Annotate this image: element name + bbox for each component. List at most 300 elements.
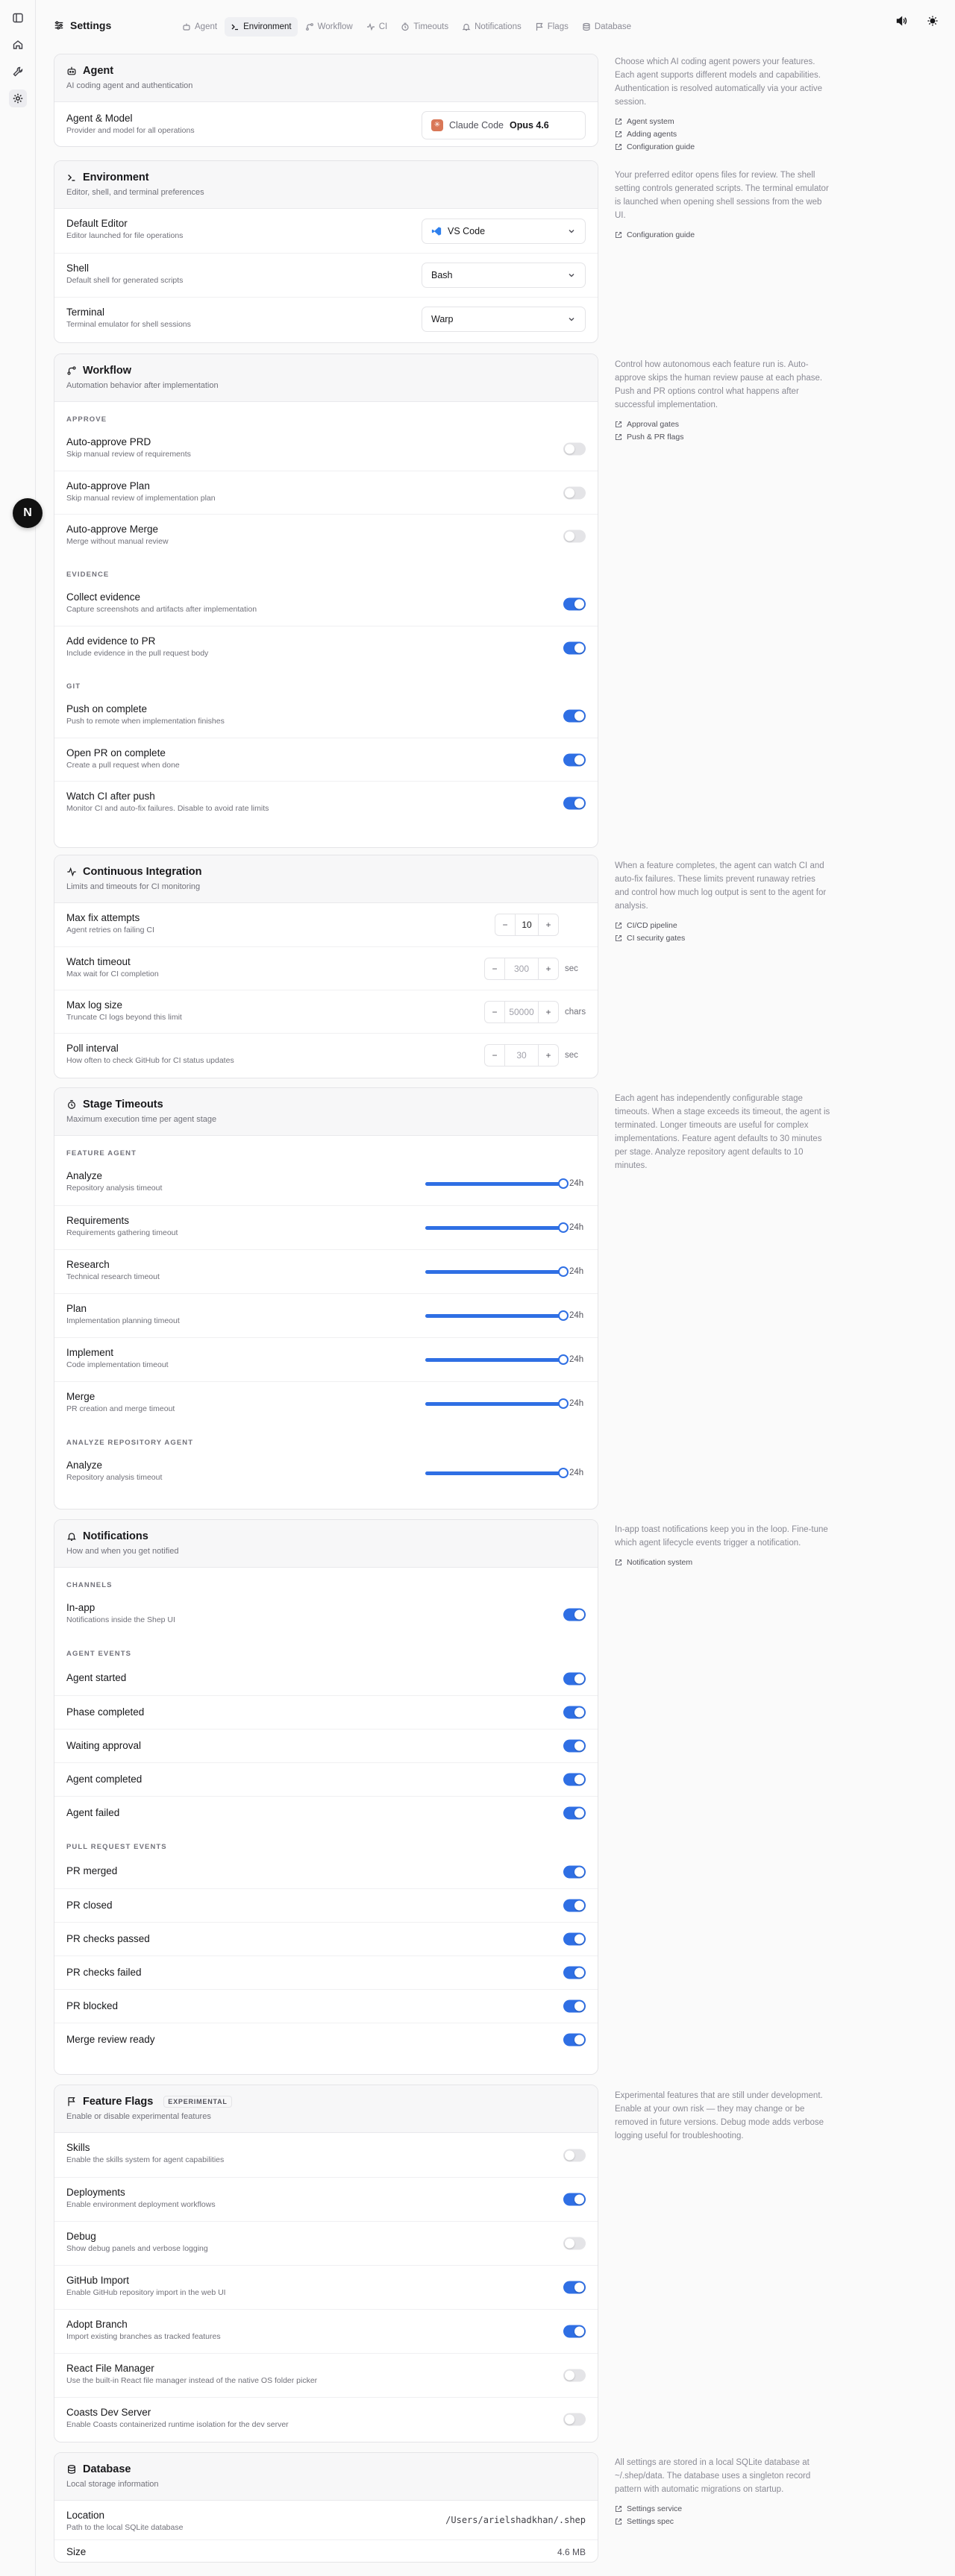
- decrement-button[interactable]: −: [502, 920, 508, 930]
- doc-link[interactable]: [615, 2515, 831, 2528]
- wrench-icon[interactable]: [9, 63, 27, 81]
- environment-header: [54, 161, 598, 209]
- top-actions: [895, 15, 939, 27]
- doc-link[interactable]: [615, 115, 831, 128]
- theme-sun-icon[interactable]: [927, 15, 939, 27]
- section-title: Feature Flags: [83, 2096, 154, 2108]
- auto-approve-prd-row: [54, 427, 598, 471]
- row-desc: Terminal emulator for shell sessions: [66, 320, 191, 329]
- row-desc: Editor launched for file operations: [66, 231, 184, 240]
- tab-workflow[interactable]: [299, 17, 359, 37]
- section-title: Workflow: [83, 365, 131, 377]
- doc-links: [615, 1556, 831, 1568]
- select-value: Bash: [431, 270, 453, 280]
- vscode-icon: [431, 226, 442, 236]
- row-desc: Push to remote when implementation finishes: [66, 717, 225, 726]
- database-section: [54, 2452, 598, 2563]
- row-label: Phase completed: [66, 1706, 145, 1718]
- note-text: Each agent has independently configurable stage timeouts. When a stage exceeds its timeout, the agent is terminated. Longer timeouts are useful for complex implementations. Feature agent defaults to 30 minutes per stage. Analyze repository agent defaults to 10 minutes.: [615, 1094, 830, 1170]
- row-label: Location: [66, 2510, 105, 2521]
- tab-timeouts[interactable]: [395, 17, 454, 37]
- agent-model-picker[interactable]: [422, 111, 586, 139]
- doc-links: [615, 919, 831, 944]
- note-text: Control how autonomous each feature run is. Auto-approve skips the human review pause at each phase. Push and PR options control what happens after successful implementation.: [615, 360, 823, 409]
- activity-icon: [66, 867, 77, 877]
- database-size-row: [54, 2539, 598, 2563]
- left-rail: [0, 0, 36, 2576]
- doc-link[interactable]: [615, 932, 831, 944]
- database-path: /Users/arielshadkhan/.shep: [445, 2515, 586, 2525]
- settings-gear-icon[interactable]: [9, 89, 27, 107]
- row-label: Push on complete: [66, 703, 148, 714]
- row-label: Merge: [66, 1391, 96, 1402]
- row-desc: Max wait for CI completion: [66, 970, 159, 978]
- implement-timeout-slider[interactable]: [425, 1354, 563, 1365]
- agent-header: [54, 54, 598, 102]
- row-label: Debug: [66, 2231, 96, 2242]
- agent-completed-row: [54, 1762, 598, 1796]
- group-label: APPROVE: [66, 415, 107, 424]
- doc-link-label: Agent system: [627, 116, 674, 126]
- row-label: Analyze: [66, 1460, 103, 1471]
- row-label: Auto-approve Merge: [66, 524, 159, 535]
- push-on-complete-row: [54, 694, 598, 738]
- external-link-icon: [615, 231, 622, 239]
- row-label: Poll interval: [66, 1043, 119, 1054]
- decrement-button[interactable]: −: [492, 963, 498, 974]
- agent-vendor: Claude Code: [449, 119, 504, 131]
- section-title: Environment: [83, 172, 149, 183]
- doc-link[interactable]: [615, 430, 831, 443]
- row-label: GitHub Import: [66, 2275, 130, 2286]
- row-label: In-app: [66, 1602, 96, 1613]
- doc-link-label: Configuration guide: [627, 230, 695, 239]
- row-label: Research: [66, 1259, 110, 1270]
- auto-approve-plan-row: [54, 471, 598, 514]
- row-desc: Agent retries on failing CI: [66, 926, 154, 934]
- deployments-toggle[interactable]: [563, 2193, 586, 2206]
- max-log-size-row: [54, 990, 598, 1033]
- agent-model-row: [54, 102, 598, 147]
- doc-link[interactable]: [615, 1556, 831, 1568]
- environment-rows: [54, 209, 598, 341]
- watch-timeout-stepper[interactable]: [484, 958, 559, 980]
- row-desc: Enable the skills system for agent capabilities: [66, 2155, 225, 2164]
- pr-checks-failed-toggle[interactable]: [563, 1967, 586, 1979]
- note-text: Choose which AI coding agent powers your features. Each agent supports different models and capabilities. Authentication is resolved automatically via your active session.: [615, 57, 823, 107]
- tab-agent[interactable]: [176, 17, 223, 37]
- doc-link[interactable]: [615, 128, 831, 140]
- workflow-header: [54, 354, 598, 402]
- poll-interval-stepper[interactable]: [484, 1044, 559, 1066]
- auto-approve-merge-row: [54, 514, 598, 557]
- doc-link[interactable]: [615, 418, 831, 430]
- tab-ci[interactable]: [360, 17, 394, 37]
- research-timeout-slider[interactable]: [425, 1266, 563, 1277]
- agent-note: [615, 55, 831, 153]
- agent-completed-toggle[interactable]: [563, 1774, 586, 1786]
- tab-label: Database: [594, 22, 632, 31]
- row-desc: How often to check GitHub for CI status updates: [66, 1056, 234, 1065]
- collect-evidence-row: [54, 582, 598, 626]
- increment-button[interactable]: +: [545, 963, 551, 974]
- row-label: React File Manager: [66, 2363, 154, 2374]
- bell-icon: [66, 1531, 77, 1542]
- implement-timeout-row: [54, 1337, 598, 1381]
- decrement-button[interactable]: −: [492, 1049, 498, 1061]
- terminal-icon: [66, 172, 77, 183]
- flags-note: [615, 2089, 831, 2143]
- external-link-icon: [615, 118, 622, 125]
- section-subtitle: AI coding agent and authentication: [66, 81, 193, 90]
- row-label: Agent & Model: [66, 113, 133, 124]
- sidebar-toggle-icon[interactable]: [9, 9, 27, 27]
- flag-icon: [535, 22, 544, 31]
- database-icon: [66, 2464, 77, 2475]
- doc-links: [615, 228, 831, 241]
- agent-model: Opus 4.6: [509, 119, 549, 131]
- tab-label: Workflow: [317, 22, 353, 31]
- decrement-button[interactable]: −: [492, 1006, 498, 1017]
- group-label: EVIDENCE: [66, 571, 110, 579]
- row-label: Shell: [66, 263, 90, 274]
- collect-evidence-toggle[interactable]: [563, 598, 586, 611]
- section-title: Continuous Integration: [83, 866, 202, 878]
- select-value: VS Code: [448, 225, 486, 236]
- section-subtitle: How and when you get notified: [66, 1547, 179, 1556]
- agent-started-toggle[interactable]: [563, 1672, 586, 1685]
- row-label: PR merged: [66, 1865, 118, 1876]
- pr-blocked-row: [54, 1989, 598, 2023]
- group-label: PULL REQUEST EVENTS: [66, 1843, 167, 1851]
- row-label: PR blocked: [66, 2000, 119, 2011]
- timeout-value: 24h: [569, 1399, 584, 1408]
- research-timeout-row: [54, 1249, 598, 1293]
- waiting-approval-toggle[interactable]: [563, 1740, 586, 1753]
- bell-icon: [462, 22, 471, 31]
- external-link-icon: [615, 934, 622, 942]
- tab-notifications[interactable]: [456, 17, 527, 37]
- row-label: Max log size: [66, 999, 123, 1011]
- row-desc: Monitor CI and auto-fix failures. Disable to avoid rate limits: [66, 804, 269, 813]
- row-desc: PR creation and merge timeout: [66, 1404, 175, 1413]
- section-subtitle: Maximum execution time per agent stage: [66, 1115, 217, 1124]
- row-label: Default Editor: [66, 218, 128, 229]
- home-icon[interactable]: [9, 36, 27, 54]
- doc-links: [615, 115, 831, 153]
- shell-row: [54, 253, 598, 297]
- note-text: Your preferred editor opens files for review. The shell setting controls generated scripts. The terminal emulator is launched when opening shell sessions from the web UI.: [615, 171, 829, 220]
- note-text: In-app toast notifications keep you in the loop. Fine-tune which agent lifecycle events trigger a notification.: [615, 1525, 828, 1548]
- row-desc: Truncate CI logs beyond this limit: [66, 1013, 182, 1022]
- row-desc: Notifications inside the Shep UI: [66, 1615, 175, 1624]
- top-bar: [36, 0, 955, 54]
- add-evidence-to-pr-row: [54, 626, 598, 669]
- tab-label: Agent: [195, 22, 218, 31]
- auto-approve-prd-toggle[interactable]: [563, 443, 586, 456]
- flags-rows: [54, 2133, 598, 2441]
- row-desc: Enable Coasts containerized runtime isolation for the dev server: [66, 2420, 289, 2429]
- tab-flags[interactable]: [529, 17, 574, 37]
- row-desc: Provider and model for all operations: [66, 126, 195, 135]
- unit-label: sec: [565, 964, 578, 973]
- experimental-badge: EXPERIMENTAL: [163, 2096, 231, 2108]
- section-tabs: [176, 17, 637, 37]
- add-evidence-to-pr-toggle[interactable]: [563, 641, 586, 654]
- timeout-value: 24h: [569, 1267, 584, 1276]
- doc-link[interactable]: [615, 2502, 831, 2515]
- analyze-timeout-row: [54, 1161, 598, 1205]
- deployments-flag-row: [54, 2177, 598, 2221]
- analyze-timeout-row: [54, 1451, 598, 1495]
- user-avatar[interactable]: [13, 498, 43, 528]
- coasts-dev-server-flag-row: [54, 2397, 598, 2441]
- doc-links: [615, 418, 831, 443]
- section-subtitle: Limits and timeouts for CI monitoring: [66, 882, 201, 891]
- auto-approve-merge-toggle[interactable]: [563, 530, 586, 542]
- waiting-approval-row: [54, 1729, 598, 1762]
- section-title: Stage Timeouts: [83, 1099, 163, 1110]
- database-note: [615, 2456, 831, 2528]
- terminal-select[interactable]: [422, 307, 586, 332]
- external-link-icon: [615, 1559, 622, 1566]
- phase-completed-row: [54, 1695, 598, 1729]
- group-label: CHANNELS: [66, 1581, 113, 1589]
- row-label: Deployments: [66, 2187, 125, 2198]
- flags-header: [54, 2085, 598, 2133]
- row-desc: Default shell for generated scripts: [66, 276, 184, 285]
- requirements-timeout-row: [54, 1205, 598, 1249]
- pr-closed-row: [54, 1888, 598, 1922]
- timeout-value: 24h: [569, 1223, 584, 1232]
- row-label: PR closed: [66, 1900, 113, 1911]
- row-desc: Technical research timeout: [66, 1272, 160, 1281]
- analyze-timeout-slider[interactable]: [425, 1178, 563, 1189]
- external-link-icon: [615, 2505, 622, 2513]
- merge-review-ready-row: [54, 2023, 598, 2056]
- row-label: Terminal: [66, 307, 105, 318]
- row-desc: Skip manual review of implementation plan: [66, 494, 216, 503]
- slider-thumb[interactable]: [558, 1398, 569, 1409]
- timeouts-header: [54, 1088, 598, 1136]
- slider-thumb[interactable]: [558, 1310, 569, 1321]
- in-app-toggle[interactable]: [563, 1609, 586, 1621]
- row-desc: Merge without manual review: [66, 537, 169, 546]
- row-label: Open PR on complete: [66, 747, 166, 758]
- row-label: Agent started: [66, 1672, 127, 1683]
- github-import-flag-row: [54, 2265, 598, 2309]
- max-fix-attempts-stepper[interactable]: [495, 914, 559, 936]
- notifications-body: [54, 1568, 598, 2056]
- open-pr-on-complete-row: [54, 738, 598, 781]
- workflow-body: [54, 402, 598, 824]
- coasts-dev-server-toggle[interactable]: [563, 2413, 586, 2426]
- tab-label: Timeouts: [413, 22, 449, 31]
- increment-button[interactable]: +: [545, 1006, 551, 1017]
- row-label: Adopt Branch: [66, 2319, 128, 2330]
- pr-checks-passed-toggle[interactable]: [563, 1933, 586, 1946]
- adopt-branch-toggle[interactable]: [563, 2325, 586, 2338]
- row-label: Watch CI after push: [66, 791, 155, 802]
- agent-section: [54, 54, 598, 147]
- timeouts-note: [615, 1092, 831, 1172]
- row-desc: Requirements gathering timeout: [66, 1228, 178, 1237]
- doc-link-label: Adding agents: [627, 129, 677, 139]
- row-label: Collect evidence: [66, 591, 141, 603]
- stepper-value: 30: [504, 1045, 539, 1066]
- timeout-value: 24h: [569, 1468, 584, 1477]
- note-text: All settings are stored in a local SQLite database at ~/.shep/data. The database uses a singleton record pattern with automatic migrations on startup.: [615, 2458, 811, 2494]
- doc-link[interactable]: [615, 919, 831, 932]
- note-text: When a feature completes, the agent can watch CI and auto-fix failures. These limits prevent runaway retries and control how much log output is sent to the agent for analysis.: [615, 861, 827, 911]
- push-on-complete-toggle[interactable]: [563, 710, 586, 723]
- page-title-text: Settings: [70, 19, 112, 31]
- default-editor-select[interactable]: [422, 219, 586, 244]
- increment-button[interactable]: +: [545, 920, 551, 930]
- row-label: Plan: [66, 1303, 87, 1314]
- agent-failed-row: [54, 1796, 598, 1829]
- slider-thumb[interactable]: [558, 1178, 569, 1189]
- merge-review-ready-toggle[interactable]: [563, 2034, 586, 2046]
- doc-link-label: CI security gates: [627, 933, 686, 943]
- stepper-value: 300: [504, 958, 539, 979]
- workflow-note: [615, 358, 831, 443]
- timer-icon: [66, 1099, 77, 1110]
- row-desc: Import existing branches as tracked features: [66, 2332, 221, 2341]
- merge-timeout-slider[interactable]: [425, 1398, 563, 1409]
- row-desc: Capture screenshots and artifacts after implementation: [66, 605, 257, 614]
- timer-icon: [401, 22, 410, 31]
- note-text: Experimental features that are still under development. Enable at your own risk — they may change or be removed in future versions. Debug mode adds verbose logging useful for troubleshooting.: [615, 2091, 824, 2140]
- auto-approve-plan-toggle[interactable]: [563, 486, 586, 499]
- external-link-icon: [615, 433, 622, 441]
- doc-link-label: CI/CD pipeline: [627, 920, 677, 930]
- doc-link[interactable]: [615, 140, 831, 153]
- environment-section: [54, 160, 598, 343]
- flag-icon: [66, 2096, 77, 2107]
- row-label: Size: [66, 2546, 87, 2557]
- doc-link-label: Approval gates: [627, 419, 680, 429]
- section-title: Agent: [83, 65, 114, 77]
- stepper-value: 10: [515, 914, 539, 935]
- timeouts-body: [54, 1136, 598, 1495]
- doc-link-label: Configuration guide: [627, 142, 695, 151]
- increment-button[interactable]: +: [545, 1049, 551, 1061]
- row-label: Add evidence to PR: [66, 635, 156, 647]
- section-subtitle: Enable or disable experimental features: [66, 2112, 211, 2121]
- pr-checks-failed-row: [54, 1955, 598, 1989]
- row-desc: Show debug panels and verbose logging: [66, 2244, 208, 2253]
- skills-toggle[interactable]: [563, 2149, 586, 2161]
- group-label: FEATURE AGENT: [66, 1149, 137, 1157]
- pr-blocked-toggle[interactable]: [563, 2000, 586, 2013]
- analyze-timeout-slider[interactable]: [425, 1468, 563, 1478]
- requirements-timeout-slider[interactable]: [425, 1222, 563, 1233]
- doc-link[interactable]: [615, 228, 831, 241]
- tab-label: Flags: [547, 22, 569, 31]
- row-desc: Use the built-in React file manager instead of the native OS folder picker: [66, 2376, 318, 2385]
- section-subtitle: Automation behavior after implementation: [66, 381, 219, 390]
- plan-timeout-slider[interactable]: [425, 1310, 563, 1321]
- shell-select[interactable]: [422, 263, 586, 288]
- doc-link-label: Push & PR flags: [627, 432, 684, 442]
- page-title: [54, 19, 111, 31]
- section-subtitle: Editor, shell, and terminal preferences: [66, 188, 204, 197]
- agent-failed-toggle[interactable]: [563, 1807, 586, 1820]
- database-location-row: [54, 2501, 598, 2539]
- agent-started-row: [54, 1662, 598, 1695]
- row-desc: Create a pull request when done: [66, 761, 180, 770]
- doc-links: [615, 2502, 831, 2528]
- timeouts-section: [54, 1087, 598, 1510]
- row-label: PR checks passed: [66, 1933, 150, 1944]
- default-editor-row: [54, 209, 598, 253]
- external-link-icon: [615, 131, 622, 138]
- database-size: 4.6 MB: [557, 2546, 586, 2557]
- max-fix-attempts-row: [54, 903, 598, 946]
- select-value: Warp: [431, 314, 454, 324]
- poll-interval-row: [54, 1033, 598, 1076]
- terminal-icon: [231, 22, 239, 31]
- row-label: Agent failed: [66, 1807, 120, 1818]
- tab-database[interactable]: [576, 17, 637, 37]
- claude-logo-icon: ✳: [431, 119, 443, 131]
- github-import-toggle[interactable]: [563, 2281, 586, 2294]
- avatar-initial: N: [23, 506, 32, 519]
- sound-icon[interactable]: [895, 15, 907, 27]
- doc-link-label: Settings spec: [627, 2516, 674, 2526]
- watch-ci-after-push-toggle[interactable]: [563, 797, 586, 809]
- ci-rows: [54, 903, 598, 1076]
- phase-completed-toggle[interactable]: [563, 1706, 586, 1719]
- unit-label: sec: [565, 1050, 578, 1060]
- slider-thumb[interactable]: [558, 1222, 569, 1233]
- row-desc: Repository analysis timeout: [66, 1184, 163, 1193]
- debug-toggle[interactable]: [563, 2237, 586, 2250]
- merge-timeout-row: [54, 1381, 598, 1425]
- group-label: AGENT EVENTS: [66, 1650, 132, 1658]
- open-pr-on-complete-toggle[interactable]: [563, 753, 586, 766]
- group-label: ANALYZE REPOSITORY AGENT: [66, 1439, 194, 1447]
- external-link-icon: [615, 143, 622, 151]
- slider-thumb[interactable]: [558, 1468, 569, 1478]
- ci-note: [615, 859, 831, 944]
- row-label: Implement: [66, 1347, 114, 1358]
- flags-section: [54, 2085, 598, 2443]
- branch-icon: [305, 22, 314, 31]
- unit-label: chars: [565, 1007, 586, 1017]
- row-desc: Enable GitHub repository import in the web UI: [66, 2288, 226, 2297]
- section-title: Notifications: [83, 1530, 148, 1542]
- terminal-row: [54, 297, 598, 341]
- pr-merged-toggle[interactable]: [563, 1865, 586, 1878]
- row-label: Max fix attempts: [66, 912, 140, 923]
- row-desc: Skip manual review of requirements: [66, 450, 191, 459]
- tab-label: CI: [378, 22, 388, 31]
- slider-thumb[interactable]: [558, 1266, 569, 1277]
- skills-flag-row: [54, 2133, 598, 2177]
- row-label: Merge review ready: [66, 2034, 155, 2045]
- react-file-manager-toggle[interactable]: [563, 2369, 586, 2382]
- slider-thumb[interactable]: [558, 1354, 569, 1365]
- row-label: Coasts Dev Server: [66, 2407, 151, 2418]
- external-link-icon: [615, 2518, 622, 2525]
- ci-section: [54, 855, 598, 1078]
- max-log-size-stepper[interactable]: [484, 1001, 559, 1023]
- doc-link-label: Notification system: [627, 1557, 693, 1567]
- tab-environment[interactable]: [225, 17, 298, 37]
- pr-closed-toggle[interactable]: [563, 1900, 586, 1912]
